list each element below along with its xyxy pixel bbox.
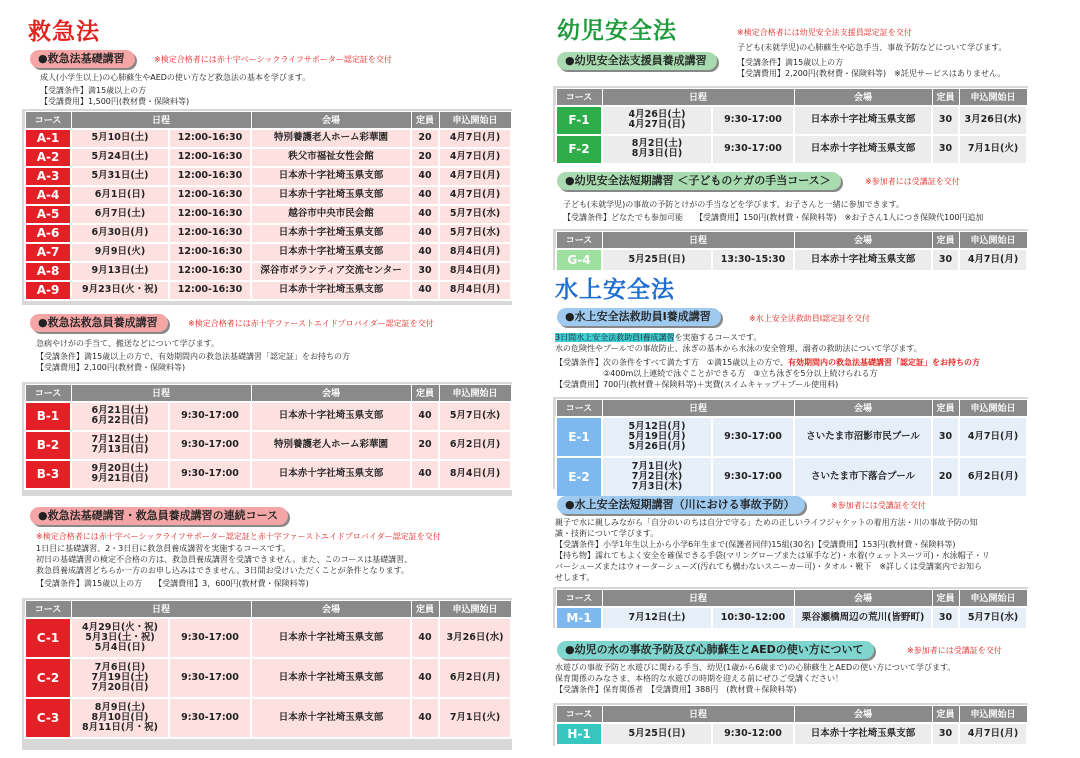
application-start: 5月7日(水) (439, 224, 511, 243)
cond2-water-rescuer: ②400m以上連続で泳ぐことができる方 ③立ち泳ぎを5分以上続けられる方 (555, 369, 878, 378)
desc-child-short: 子ども(未就学児)の事故の予防とけがの手当などを学びます。お子さんと一緒に参加できます。 (563, 200, 904, 209)
note-water-short: ※参加者には受講証を交付 (831, 501, 926, 510)
time: 12:00-16:30 (169, 243, 251, 262)
heading-water-rescuer: ●水上安全法救助員Ⅰ養成講習 (557, 308, 721, 326)
table-row (25, 658, 511, 698)
capacity: 40 (411, 658, 439, 698)
application-start: 8月4日(月) (439, 460, 511, 489)
note-basic-course: ※検定合格者には赤十字ベーシックライフサポーター認定証を交付 (154, 55, 392, 64)
date: 5月10日(土) (71, 129, 169, 148)
time: 12:00-16:30 (169, 186, 251, 205)
table-row (25, 205, 511, 224)
column-header: 会場 (794, 89, 932, 106)
column-header: 定員 (932, 590, 959, 607)
time: 9:30-17:00 (169, 698, 251, 738)
course-code: A-5 (25, 205, 71, 224)
column-header: 会場 (251, 385, 411, 402)
capacity: 20 (932, 457, 959, 497)
column-header: 定員 (932, 400, 959, 417)
fee-rescuer-course: 【受講費用】2,100円(教材費・保険料等) (36, 363, 186, 372)
application-start: 6月2日(月) (959, 457, 1027, 497)
column-header: 会場 (251, 601, 411, 618)
schedule-table-g (555, 231, 1028, 272)
date: 9月9日(火) (71, 243, 169, 262)
venue: 日本赤十字社埼玉県支部 (251, 224, 411, 243)
date: 4月26日(土) 4月27日(日) (602, 106, 712, 135)
course-code: A-8 (25, 262, 71, 281)
table-header-row (556, 232, 1027, 249)
venue: 日本赤十字社埼玉県支部 (251, 698, 411, 738)
table-row (556, 249, 1027, 271)
date: 8月9日(土) 8月10日(日) 8月11日(月・祝) (71, 698, 169, 738)
venue: 特別養護老人ホーム彩華園 (251, 129, 411, 148)
time: 9:30-17:00 (169, 658, 251, 698)
venue: 日本赤十字社埼玉県支部 (794, 135, 932, 164)
schedule-table-b (24, 384, 512, 490)
application-start: 3月26日(水) (439, 618, 511, 658)
capacity: 20 (411, 431, 439, 460)
venue: 越谷市中央市民会館 (251, 205, 411, 224)
date: 9月13日(土) (71, 262, 169, 281)
date: 4月29日(火・祝) 5月3日(土・祝) 5月4日(日) (71, 618, 169, 658)
desc-rescuer-course: 急病やけがの手当て、搬送などについて学びます。 (36, 339, 220, 348)
time: 9:30-17:00 (169, 460, 251, 489)
application-start: 4月7日(月) (959, 723, 1027, 745)
column-header: 申込開始日 (959, 400, 1027, 417)
capacity: 40 (411, 224, 439, 243)
time: 12:00-16:30 (169, 167, 251, 186)
table-row (25, 431, 511, 460)
venue: 日本赤十字社埼玉県支部 (251, 402, 411, 431)
time: 13:30-15:30 (712, 249, 794, 271)
column-header: 日程 (602, 706, 794, 723)
venue: 特別養護老人ホーム彩華園 (251, 431, 411, 460)
course-code: G-4 (556, 249, 602, 271)
table-row (25, 167, 511, 186)
column-header: 日程 (602, 89, 794, 106)
capacity: 30 (932, 417, 959, 457)
column-header: 日程 (602, 232, 794, 249)
cond-child-short: 【受講条件】どなたでも参加可能 【受講費用】150円(教材費・保険料等) ※お子さん1人につき保険代100円追加 (563, 213, 984, 222)
column-header: 定員 (411, 112, 439, 129)
application-start: 5月7日(水) (439, 402, 511, 431)
column-header: 日程 (71, 601, 251, 618)
date: 6月30日(月) (71, 224, 169, 243)
table-row (25, 698, 511, 738)
capacity: 40 (411, 205, 439, 224)
note-child-support: ※検定合格者には幼児安全法支援員認定証を交付 (737, 28, 912, 37)
venue: 日本赤十字社埼玉県支部 (794, 249, 932, 271)
column-header: 申込開始日 (439, 601, 511, 618)
course-code: A-6 (25, 224, 71, 243)
note-combined-course: ※検定合格者には赤十字ベーシックライフサポーター認定証と赤十字ファーストエイドプロバイダー認定証を交付 (36, 532, 441, 541)
application-start: 7月1日(火) (439, 698, 511, 738)
heading-child-support: ●幼児安全法支援員養成講習 (557, 52, 717, 70)
heading-water-short: ●水上安全法短期講習（川における事故予防） (557, 496, 805, 514)
column-header: 申込開始日 (959, 706, 1027, 723)
course-code: M-1 (556, 607, 602, 629)
time: 9:30-17:00 (169, 431, 251, 460)
heading-infant-water: ●幼児の水の事故予防及び心肺蘇生とAEDの使い方について (557, 641, 874, 659)
date: 6月7日(土) (71, 205, 169, 224)
table-header-row (556, 590, 1027, 607)
table-row (556, 135, 1027, 164)
course-code: F-1 (556, 106, 602, 135)
table-row (25, 402, 511, 431)
heading-child-short: ●幼児安全法短期講習 ＜子どものケガの手当コース＞ (557, 172, 841, 190)
course-code: C-3 (25, 698, 71, 738)
application-start: 4月7日(月) (439, 148, 511, 167)
table-header-row (25, 601, 511, 618)
time: 9:30-17:00 (712, 457, 794, 497)
capacity: 20 (411, 129, 439, 148)
table-header-row (25, 385, 511, 402)
date: 7月12日(土) 7月13日(日) (71, 431, 169, 460)
column-header: コース (556, 232, 602, 249)
column-header: 会場 (794, 400, 932, 417)
column-header: 申込開始日 (439, 385, 511, 402)
schedule-table-m (555, 589, 1028, 630)
venue: 日本赤十字社埼玉県支部 (251, 460, 411, 489)
note-water-rescuer: ※水上安全法救助員Ⅰ認定証を交付 (749, 314, 871, 323)
section-title-child-safety: 幼児安全法 (557, 18, 677, 44)
table-row (556, 106, 1027, 135)
application-start: 8月4日(月) (439, 262, 511, 281)
table-row (25, 281, 511, 300)
course-code: A-4 (25, 186, 71, 205)
application-start: 4月7日(月) (439, 129, 511, 148)
date: 5月12日(月) 5月19日(月) 5月26日(月) (602, 417, 712, 457)
column-header: コース (556, 400, 602, 417)
course-code: A-7 (25, 243, 71, 262)
course-code: A-2 (25, 148, 71, 167)
venue: 日本赤十字社埼玉県支部 (794, 106, 932, 135)
table-row (25, 262, 511, 281)
course-code: A-9 (25, 281, 71, 300)
venue: 秩父市福祉女性会館 (251, 148, 411, 167)
column-header: 会場 (794, 706, 932, 723)
date: 5月25日(日) (602, 249, 712, 271)
application-start: 4月7日(月) (959, 417, 1027, 457)
desc-child-support: 子ども(未就学児)の心肺蘇生や応急手当、事故予防などについて学びます。 (737, 43, 1007, 52)
table-row (25, 618, 511, 658)
venue: 日本赤十字社埼玉県支部 (794, 723, 932, 745)
course-code: E-2 (556, 457, 602, 497)
course-code: B-2 (25, 431, 71, 460)
section-title-first-aid: 救急法 (28, 19, 100, 45)
column-header: 日程 (71, 385, 251, 402)
column-header: 日程 (602, 400, 794, 417)
schedule-table-c (24, 600, 512, 739)
column-header: 定員 (411, 601, 439, 618)
table-row (556, 607, 1027, 629)
course-code: A-1 (25, 129, 71, 148)
column-header: 会場 (251, 112, 411, 129)
date: 5月25日(日) (602, 723, 712, 745)
time: 12:00-16:30 (169, 224, 251, 243)
desc-water-rescuer: 3日間水上安全法救助員Ⅰ養成講習を実施するコースです。 (555, 333, 762, 342)
column-header: 日程 (71, 112, 251, 129)
capacity: 40 (411, 698, 439, 738)
column-header: 会場 (794, 232, 932, 249)
time: 12:00-16:30 (169, 205, 251, 224)
course-code: B-1 (25, 402, 71, 431)
date: 5月24日(土) (71, 148, 169, 167)
column-header: コース (556, 706, 602, 723)
table-row (25, 243, 511, 262)
application-start: 5月7日(水) (959, 607, 1027, 629)
date: 7月12日(土) (602, 607, 712, 629)
cond-rescuer-course: 【受講条件】満15歳以上の方で、有効期間内の救急法基礎講習「認定証」をお持ちの方 (36, 352, 351, 361)
venue: 栗谷瀬橋周辺の荒川(皆野町) (794, 607, 932, 629)
venue: 日本赤十字社埼玉県支部 (251, 281, 411, 300)
cond-child-support: 【受講条件】満15歳以上の方 (737, 58, 844, 67)
table-row (25, 186, 511, 205)
course-code: F-2 (556, 135, 602, 164)
table-row (25, 148, 511, 167)
capacity: 40 (411, 460, 439, 489)
column-header: 申込開始日 (959, 89, 1027, 106)
date: 8月2日(土) 8月3日(日) (602, 135, 712, 164)
capacity: 40 (411, 243, 439, 262)
time: 10:30-12:00 (712, 607, 794, 629)
capacity: 40 (411, 186, 439, 205)
application-start: 4月7日(月) (959, 249, 1027, 271)
column-header: 定員 (932, 232, 959, 249)
capacity: 30 (932, 723, 959, 745)
note-child-short: ※参加者には受講証を交付 (865, 177, 960, 186)
venue: さいたま市沼影市民プール (794, 417, 932, 457)
table-header-row (556, 706, 1027, 723)
venue: 日本赤十字社埼玉県支部 (251, 618, 411, 658)
column-header: 申込開始日 (959, 590, 1027, 607)
column-header: 定員 (932, 706, 959, 723)
course-code: B-3 (25, 460, 71, 489)
application-start: 3月26日(水) (959, 106, 1027, 135)
course-code: C-2 (25, 658, 71, 698)
column-header: 日程 (602, 590, 794, 607)
time: 9:30-17:00 (712, 106, 794, 135)
cond-combined-course: 【受講条件】満15歳以上の方 【受講費用】3，600円(教材費・保険料等) (36, 579, 309, 588)
capacity: 40 (411, 281, 439, 300)
table-row (556, 457, 1027, 497)
application-start: 7月1日(火) (959, 135, 1027, 164)
table-header-row (556, 400, 1027, 417)
schedule-table-h (555, 705, 1028, 746)
time: 9:30-17:00 (712, 417, 794, 457)
capacity: 30 (932, 106, 959, 135)
table-row (25, 460, 511, 489)
column-header: 定員 (932, 89, 959, 106)
table-header-row (25, 112, 511, 129)
venue: さいたま市下落合プール (794, 457, 932, 497)
column-header: 定員 (411, 385, 439, 402)
time: 12:00-16:30 (169, 129, 251, 148)
desc-water-short: 親子で水に親しみながら「自分のいのちは自分で守る」ための正しいライフジャケットの着用方法・川の事故予防の知 識・技術について学びます。 【受講条件】小学1年生以上から小学6年生まで(保護者同伴)15組(30名)【受講費用】153円(教材費・保険料等) 【持ち物】濡れてもよく安全を確保できる手袋(マリングローブまたは軍手など)・水着(ウェットスーツ可)・水泳帽子・リ バーシューズまたはウォーターシューズ(汚れても構わないスニーカー可)・タオル・靴下 ※詳しくは受講案内でお知ら せします。 (555, 518, 990, 582)
application-start: 4月7日(月) (439, 167, 511, 186)
venue: 日本赤十字社埼玉県支部 (251, 658, 411, 698)
cond-water-rescuer: 【受講条件】次の条件をすべて満たす方 ①満15歳以上の方で、有効期間内の救急法基礎講習「認定証」をお持ちの方 (555, 358, 981, 367)
column-header: コース (25, 601, 71, 618)
venue: 深谷市ボランティア交流センター (251, 262, 411, 281)
date: 5月31日(土) (71, 167, 169, 186)
column-header: 申込開始日 (439, 112, 511, 129)
column-header: コース (25, 112, 71, 129)
venue: 日本赤十字社埼玉県支部 (251, 243, 411, 262)
course-code: H-1 (556, 723, 602, 745)
time: 9:30-12:00 (712, 723, 794, 745)
time: 9:30-17:00 (169, 402, 251, 431)
desc2-water-rescuer: 水の危険性やプールでの事故防止、泳ぎの基本から水泳の安全管理、溺者の救助法について学びます。 (555, 344, 922, 353)
date: 7月6日(日) 7月19日(土) 7月20日(日) (71, 658, 169, 698)
desc-combined-course: 1日目に基礎講習、2・3日目に救急員養成講習を実施するコースです。 初日の基礎講習の検定不合格の方は、救急員養成講習を受講できません。また、このコースは基礎講習、 救急員養成講習どちらか一方のお申し込みはできません。3日間お受けいただくことが条件となります。 (36, 544, 413, 575)
schedule-table-a (24, 111, 512, 301)
date: 6月1日(日) (71, 186, 169, 205)
heading-rescuer-course: ●救急法救急員養成講習 (30, 314, 168, 332)
venue: 日本赤十字社埼玉県支部 (251, 186, 411, 205)
note-rescuer-course: ※検定合格者には赤十字ファーストエイドプロバイダー認定証を交付 (188, 319, 434, 328)
date: 9月20日(土) 9月21日(日) (71, 460, 169, 489)
section-title-water-safety: 水上安全法 (555, 277, 675, 303)
heading-combined-course: ●救急法基礎講習・救急員養成講習の連続コース (30, 507, 288, 525)
heading-basic-course: ●救急法基礎講習 (30, 50, 135, 68)
desc-infant-water: 水遊びの事故予防と水遊びに関わる手当、幼児(1歳から6歳まで)の心肺蘇生とAEDの使い方について学びます。 保育関係のみなさま、本格的な水遊びの時期を迎える前にぜひご受講ください！ 【受講条件】保育関係者 【受講費用】388円 (教材費＋保険料等) (555, 663, 956, 694)
capacity: 30 (932, 135, 959, 164)
table-row (25, 129, 511, 148)
course-code: E-1 (556, 417, 602, 457)
time: 12:00-16:30 (169, 262, 251, 281)
capacity: 30 (411, 262, 439, 281)
cond-basic-course: 【受講条件】満15歳以上の方 (40, 86, 147, 95)
capacity: 20 (411, 148, 439, 167)
time: 12:00-16:30 (169, 281, 251, 300)
date: 9月23日(火・祝) (71, 281, 169, 300)
fee-child-support: 【受講費用】2,200円(教材費・保険料等) ※託児サービスはありません。 (737, 69, 1006, 78)
capacity: 30 (932, 249, 959, 271)
desc-basic-course: 成人(小学生以上)の心肺蘇生やAEDの使い方など救急法の基本を学びます。 (40, 73, 311, 82)
column-header: コース (556, 89, 602, 106)
column-header: 申込開始日 (959, 232, 1027, 249)
schedule-table-e (555, 399, 1028, 498)
application-start: 5月7日(水) (439, 205, 511, 224)
fee-basic-course: 【受講費用】1,500円(教材費・保険料等) (40, 97, 190, 106)
column-header: コース (25, 385, 71, 402)
capacity: 30 (932, 607, 959, 629)
capacity: 40 (411, 402, 439, 431)
application-start: 6月2日(月) (439, 658, 511, 698)
date: 6月21日(土) 6月22日(日) (71, 402, 169, 431)
course-code: A-3 (25, 167, 71, 186)
application-start: 8月4日(月) (439, 281, 511, 300)
venue: 日本赤十字社埼玉県支部 (251, 167, 411, 186)
time: 9:30-17:00 (169, 618, 251, 658)
time: 9:30-17:00 (712, 135, 794, 164)
column-header: コース (556, 590, 602, 607)
note-infant-water: ※参加者には受講証を交付 (907, 646, 1002, 655)
table-header-row (556, 89, 1027, 106)
application-start: 6月2日(月) (439, 431, 511, 460)
course-code: C-1 (25, 618, 71, 658)
application-start: 8月4日(月) (439, 243, 511, 262)
desc-water-rescuer-highlight: 3日間水上安全法救助員Ⅰ養成講習 (555, 333, 675, 342)
date: 7月1日(火) 7月2日(水) 7月3日(木) (602, 457, 712, 497)
application-start: 4月7日(月) (439, 186, 511, 205)
table-row (25, 224, 511, 243)
column-header: 会場 (794, 590, 932, 607)
capacity: 40 (411, 618, 439, 658)
time: 12:00-16:30 (169, 148, 251, 167)
table-row (556, 723, 1027, 745)
fee-water-rescuer: 【受講費用】700円(教材費＋保険料等)＋実費(スイムキャップ＋プール使用料) (555, 380, 839, 389)
capacity: 40 (411, 167, 439, 186)
table-row (556, 417, 1027, 457)
schedule-table-f (555, 88, 1028, 165)
